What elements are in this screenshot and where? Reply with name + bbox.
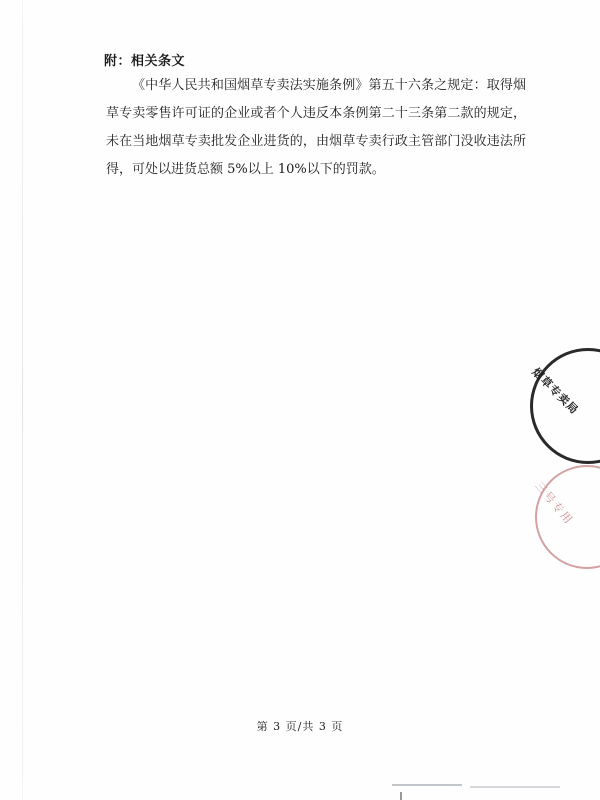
scan-artifact [400, 792, 402, 800]
page-number: 第 3 页/共 3 页 [256, 720, 344, 733]
seal-bottom-text: 三号专用 [532, 479, 576, 528]
scan-artifact [392, 784, 462, 786]
appendix-heading: 附：相关条文 [104, 54, 186, 69]
regulation-text [106, 72, 526, 184]
scan-edge-line [22, 0, 23, 800]
seal-top-text: 烟草专卖局 [529, 365, 582, 418]
regulation-paragraph: 《中华人民共和国烟草专卖法实施条例》第五十六条之规定：取得烟草专卖零售许可证的企业或者个人违反本条例第二十三条第二款的规定，未在当地烟草专卖批发企业进货的，由烟草专卖行政主管部门没收违法所得，可处以进货总额 5%以上 10%以下的罚款。 [106, 78, 526, 177]
scan-artifact [470, 786, 560, 788]
